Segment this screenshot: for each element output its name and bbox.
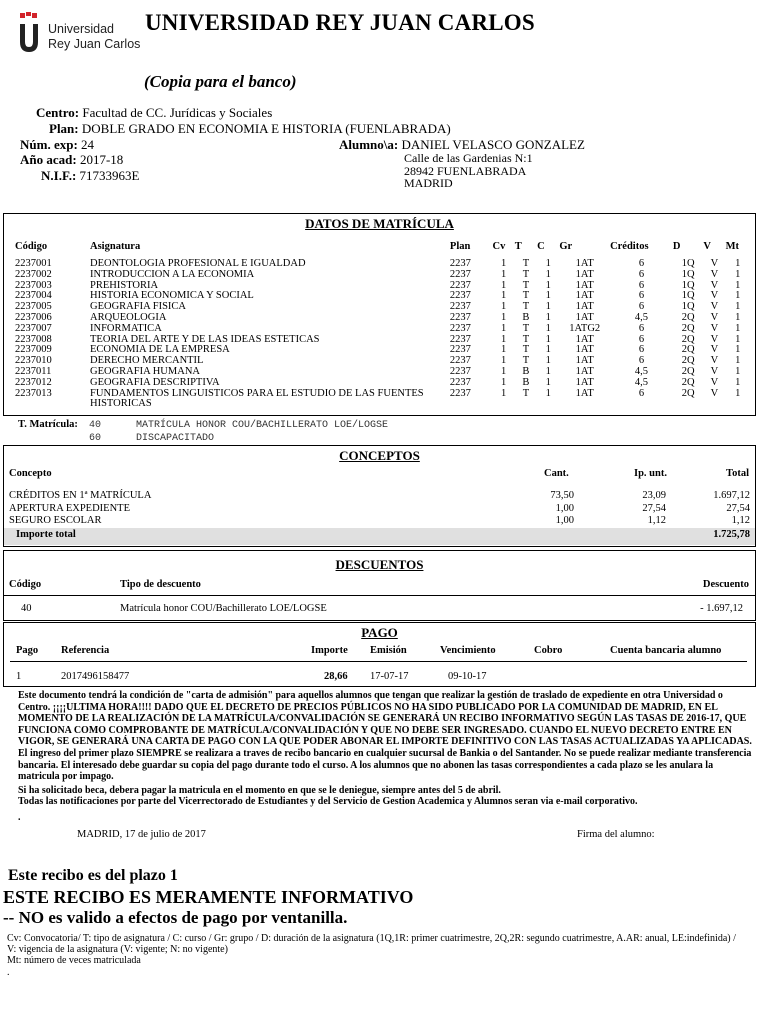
logo-line1: Universidad [48, 22, 115, 36]
anio-row [20, 152, 123, 167]
total-value: 1,12 [731, 515, 750, 526]
subject-grupo: 1AT [575, 365, 594, 377]
col-cv: Cv [492, 240, 506, 252]
total-value: 27,54 [726, 502, 750, 514]
subject-vigencia: V [710, 311, 719, 323]
col-c: C [537, 240, 545, 252]
subject-tipo: T [522, 387, 530, 399]
col-asignatura: Asignatura [90, 240, 141, 252]
plazo-text: Este recibo es del plazo 1 [8, 867, 178, 884]
subject-asignatura: FUNDAMENTOS LINGUISTICOS PARA EL ESTUDIO DE LAS FUENTES HISTORICAS [90, 387, 424, 410]
subject-duracion: 2Q [681, 311, 695, 323]
pago-emision: 17-07-17 [370, 671, 409, 682]
subject-codigo: 2237007 [15, 322, 52, 334]
informativo-text: ESTE RECIBO ES MERAMENTE INFORMATIVO [3, 887, 414, 907]
subject-grupo: 1ATG2 [569, 322, 601, 334]
pago-divider [10, 661, 747, 662]
matricula-header-row [15, 237, 750, 255]
subject-grupo: 1AT [575, 279, 594, 291]
desc-code: 40 [21, 603, 32, 614]
subject-curso: 1 [545, 311, 551, 323]
cant-value: 1,00 [555, 502, 574, 514]
concepto-item: CRÉDITOS EN 1ª MATRÍCULA [9, 490, 152, 501]
subject-vigencia: V [710, 290, 719, 302]
subject-veces: 1 [735, 344, 741, 356]
subject-duracion: 2Q [681, 344, 695, 356]
alumno-label: Alumno\a: [339, 137, 399, 152]
subject-vigencia: V [710, 365, 719, 377]
subject-vigencia: V [710, 355, 719, 367]
subject-row [15, 378, 750, 389]
pago-header-referencia: Referencia [61, 645, 110, 656]
legend-line2: Mt: número de veces matriculada [7, 955, 141, 967]
concepto-cant [524, 490, 574, 528]
pago-section [3, 622, 756, 687]
tmatricula-list [89, 419, 388, 445]
importe-total-value: 1.725,78 [713, 529, 750, 540]
subject-duracion: 1Q [681, 258, 695, 269]
admission-note: Este documento tendrá la condición de "carta de admisión" para aquellos alumnos que tengan que realizar la gestión de traslado de expediente en otra Universidad o Centro. ¡¡¡¡ULTIMA HORA!!!! DADO QUE EL DECRETO DE PRECIOS PÚBLICOS NO HA SIDO PUBLICADO POR LA COMUNIDAD DE MADRID, EN EL MOMENTO DE LA REALIZACIÓN DE LA MATRÍCULA/CONVALIDACIÓN SE GENERARÁ UN RECIBO INFORMATIVO SEGÚN LAS TASAS DE 2016-17, QUE FUNCIONA COMO COMPROBANTE DE MATRÍCULA/CONVALIDACIÓN Y QUE NO DEBE SER INGRESADO. CUANDO EL NUEVO DECRETO ENTRE EN VIGOR, SE GENERARÁ UNA CARTA DE PAGO CON LA QUE PODER ABONAR EL IMPORTE DEFINITIVO CON LAS TASAS ACTUALIZADAS YA APLICADAS. El ingreso del primer plazo SIEMPRE se realizara a traves de recibo bancario en cualquier sucursal de Bankia o del Santander. No se puede realizar mediante transferencia bancaria. El interesado debe guardar su copia del pago durante todo el curso. A los alumnos que no abonen las tasas correspondientes a cada plazo se les anulara la matricula por impago. [18, 690, 752, 783]
plan-label: Plan: [49, 121, 79, 136]
centro-label: Centro: [36, 105, 80, 120]
col-creditos: Créditos [610, 240, 649, 252]
subject-cv: 1 [501, 322, 507, 334]
subject-cv: 1 [501, 333, 507, 345]
col-codigo: Código [15, 240, 48, 252]
subject-cv: 1 [501, 344, 507, 356]
subject-veces: 1 [735, 290, 741, 302]
centro-value: Facultad de CC. Jurídicas y Sociales [82, 105, 273, 120]
subject-duracion: 1Q [681, 290, 695, 302]
subject-cv: 1 [501, 355, 507, 367]
subject-codigo: 2237008 [15, 333, 52, 345]
subject-grupo: 1AT [575, 258, 594, 269]
desc-tipo: Matrícula honor COU/Bachillerato LOE/LOGSE [120, 603, 327, 614]
subject-codigo: 2237006 [15, 311, 52, 323]
concepto-names [9, 490, 151, 528]
nif-row [41, 168, 139, 183]
place-date: MADRID, 17 de julio de 2017 [77, 829, 206, 840]
importe-total-label: Importe total [16, 529, 76, 540]
centro-row [36, 105, 272, 120]
pago-header-emision: Emisión [370, 645, 407, 656]
address-line3: MADRID [404, 176, 453, 190]
subject-plan: 2237 [449, 387, 471, 399]
copy-label: (Copia para el banco) [144, 72, 297, 91]
subject-codigo: 2237002 [15, 268, 52, 280]
subject-creditos: 6 [638, 279, 645, 291]
tmatricula-desc: DISCAPACITADO [136, 433, 215, 444]
legend-line1: Cv: Convocatoria/ T: tipo de asignatura / C: curso / Gr: grupo / D: duración de la asignatura (1Q,1R: primer cuatrimestre, 2Q,2R: segundo cuatrimestre, A.AR: anual, LE:indefinida) / V: vigencia de la asignatura (V: vigente; N: no vigente) [7, 933, 736, 956]
legend [7, 933, 747, 978]
subject-duracion: 2Q [681, 376, 695, 388]
subject-veces: 1 [735, 376, 741, 388]
tmatricula-item [89, 432, 388, 445]
subject-grupo: 1AT [575, 355, 594, 367]
subject-asignatura: TEORIA DEL ARTE Y DE LAS IDEAS ESTETICAS [90, 333, 320, 345]
subject-creditos: 6 [638, 387, 645, 399]
subject-codigo: 2237004 [15, 290, 52, 302]
subject-duracion: 2Q [681, 322, 695, 334]
tmatricula-desc: MATRÍCULA HONOR COU/BACHILLERATO LOE/LOGSE [136, 420, 389, 431]
subject-asignatura: GEOGRAFIA DESCRIPTIVA [90, 376, 220, 388]
subject-duracion: 2Q [681, 365, 695, 377]
address-line1: Calle de las Gardenias N:1 [404, 151, 533, 165]
page-title: UNIVERSIDAD REY JUAN CARLOS [145, 10, 535, 35]
subject-row [15, 270, 750, 281]
matricula-rows [15, 259, 750, 410]
subject-asignatura: ECONOMIA DE LA EMPRESA [90, 344, 230, 356]
pago-header-importe: Importe [311, 645, 348, 656]
subject-curso: 1 [545, 322, 551, 334]
subject-vigencia: V [710, 258, 719, 269]
subject-veces: 1 [735, 258, 741, 269]
subject-cv: 1 [501, 258, 507, 269]
tmatricula-code: 60 [89, 433, 102, 444]
subject-veces: 1 [735, 387, 741, 399]
subject-veces: 1 [735, 301, 741, 313]
col-gr: Gr [559, 240, 573, 252]
subject-curso: 1 [545, 301, 551, 313]
concepto-header: Concepto [9, 468, 52, 479]
tmatricula-code: 40 [89, 420, 102, 431]
subject-tipo: T [522, 355, 530, 367]
subject-vigencia: V [710, 279, 719, 291]
subject-curso: 1 [545, 279, 551, 291]
subject-plan: 2237 [449, 258, 471, 269]
descuentos-title: DESCUENTOS [335, 557, 424, 572]
subject-creditos: 4,5 [634, 311, 649, 323]
nif-label: N.I.F.: [41, 168, 77, 183]
concepto-total [680, 490, 750, 528]
subject-creditos: 6 [638, 344, 645, 356]
subject-curso: 1 [545, 344, 551, 356]
subject-veces: 1 [735, 355, 741, 367]
nif-value: 71733963E [79, 168, 140, 183]
matricula-section [3, 213, 756, 416]
address-block [404, 152, 533, 190]
ipunt-value: 23,09 [642, 490, 666, 501]
subject-codigo: 2237005 [15, 301, 52, 313]
col-d: D [672, 240, 681, 252]
concepto-item: SEGURO ESCOLAR [9, 515, 102, 526]
notifications-note: Todas las notificaciones por parte del Vicerrectorado de Estudiantes y del Servicio de Gestion Academica y Alumnos seran via e-mail corporativo. [18, 796, 638, 807]
desc-tipo-header: Tipo de descuento [120, 579, 201, 590]
novalido-text: -- NO es valido a efectos de pago por ventanilla. [3, 908, 348, 927]
subject-asignatura: GEOGRAFIA HUMANA [90, 365, 200, 377]
subject-vigencia: V [710, 333, 719, 345]
plan-value: DOBLE GRADO EN ECONOMIA E HISTORIA (FUENLABRADA) [81, 121, 451, 136]
subject-vigencia: V [710, 376, 719, 388]
subject-tipo: T [522, 322, 530, 334]
alumno-value: DANIEL VELASCO GONZALEZ [401, 137, 585, 152]
col-v: V [703, 240, 711, 252]
subject-tipo: T [522, 258, 530, 269]
desc-divider [4, 595, 755, 596]
subject-curso: 1 [545, 355, 551, 367]
concepto-ipunt [614, 490, 666, 528]
subject-veces: 1 [735, 268, 741, 280]
col-mt: Mt [725, 240, 740, 252]
subject-tipo: T [522, 279, 530, 291]
subject-creditos: 4,5 [634, 365, 649, 377]
subject-codigo: 2237013 [15, 387, 52, 399]
anio-label: Año acad: [20, 152, 77, 167]
subject-cv: 1 [501, 311, 507, 323]
subject-plan: 2237 [449, 344, 471, 356]
pago-referencia: 2017496158477 [61, 671, 130, 682]
plan-row [49, 121, 451, 136]
matricula-table [15, 237, 750, 410]
subject-cv: 1 [501, 376, 507, 388]
subject-plan: 2237 [449, 333, 471, 345]
pago-header-pago: Pago [16, 645, 39, 656]
subject-duracion: 1Q [681, 279, 695, 291]
subject-grupo: 1AT [575, 311, 594, 323]
total-value: 1.697,12 [713, 490, 750, 501]
subject-plan: 2237 [449, 268, 471, 280]
subject-curso: 1 [545, 258, 551, 269]
subject-asignatura: INFORMATICA [90, 322, 162, 334]
anio-value: 2017-18 [79, 152, 124, 167]
subject-creditos: 6 [638, 333, 645, 345]
subject-vigencia: V [710, 268, 719, 280]
subject-veces: 1 [735, 365, 741, 377]
subject-vigencia: V [710, 344, 719, 356]
subject-codigo: 2237012 [15, 376, 52, 388]
university-logo [18, 10, 148, 54]
pago-header-vencimiento: Vencimiento [440, 645, 496, 656]
subject-duracion: 1Q [681, 301, 695, 313]
tmatricula-item [89, 419, 388, 432]
urjc-logo-icon [18, 12, 40, 52]
cant-header: Cant. [544, 468, 569, 479]
subject-plan: 2237 [449, 301, 471, 313]
subject-row [15, 324, 750, 335]
tmatricula-label: T. Matrícula: [18, 419, 78, 430]
subject-veces: 1 [735, 279, 741, 291]
col-plan: Plan [449, 240, 471, 252]
total-header: Total [726, 468, 749, 479]
subject-duracion: 2Q [681, 355, 695, 367]
subject-grupo: 1AT [575, 387, 594, 399]
subject-grupo: 1AT [575, 376, 594, 388]
subject-plan: 2237 [449, 365, 471, 377]
subject-grupo: 1AT [575, 268, 594, 280]
subject-plan: 2237 [449, 290, 471, 302]
subject-cv: 1 [501, 279, 507, 291]
address-line2: 28942 FUENLABRADA [404, 163, 527, 178]
subject-plan: 2237 [449, 355, 471, 367]
notes-dot: . [18, 812, 21, 823]
pago-number: 1 [16, 671, 22, 682]
num-exp-value: 24 [81, 137, 95, 152]
subject-veces: 1 [735, 333, 741, 345]
subject-creditos: 6 [638, 258, 645, 269]
subject-tipo: B [522, 376, 530, 388]
concepto-item: APERTURA EXPEDIENTE [9, 502, 130, 514]
subject-cv: 1 [501, 387, 507, 399]
subject-cv: 1 [501, 301, 507, 313]
subject-asignatura: INTRODUCCION A LA ECONOMIA [90, 268, 255, 280]
subject-codigo: 2237009 [15, 344, 52, 356]
subject-curso: 1 [545, 268, 551, 280]
subject-plan: 2237 [449, 279, 471, 291]
subject-veces: 1 [735, 311, 741, 323]
subject-grupo: 1AT [575, 344, 594, 356]
subject-row [15, 389, 750, 411]
beca-note: Si ha solicitado beca, debera pagar la matricula en el momento en que se le deniegue, siempre antes del 5 de abril. [18, 785, 501, 796]
subject-vigencia: V [710, 322, 719, 334]
alumno-row [339, 137, 585, 152]
num-exp-label: Núm. exp: [20, 137, 78, 152]
subject-duracion: 2Q [681, 387, 695, 399]
conceptos-title: CONCEPTOS [339, 448, 420, 463]
subject-curso: 1 [545, 387, 551, 399]
subject-plan: 2237 [449, 376, 471, 388]
pago-vencimiento: 09-10-17 [448, 671, 487, 682]
subject-creditos: 4,5 [634, 376, 649, 388]
ipunt-value: 27,54 [642, 502, 666, 514]
subject-creditos: 6 [638, 301, 645, 313]
subject-duracion: 1Q [681, 268, 695, 280]
subject-cv: 1 [501, 365, 507, 377]
subject-tipo: B [522, 365, 530, 377]
pago-importe: 28,66 [324, 671, 348, 682]
subject-codigo: 2237010 [15, 355, 52, 367]
desc-descuento-header: Descuento [702, 579, 749, 590]
subject-creditos: 6 [638, 322, 645, 334]
subject-curso: 1 [545, 376, 551, 388]
subject-tipo: B [522, 311, 530, 323]
subject-tipo: T [522, 301, 530, 313]
subject-creditos: 6 [638, 290, 645, 302]
subject-cv: 1 [501, 268, 507, 280]
num-exp-row [20, 137, 94, 152]
cant-value: 1,00 [555, 515, 574, 526]
subject-tipo: T [522, 333, 530, 345]
pago-header-cobro: Cobro [534, 645, 563, 656]
subject-curso: 1 [545, 365, 551, 377]
subject-asignatura: GEOGRAFIA FISICA [90, 301, 186, 313]
subject-cv: 1 [501, 290, 507, 302]
subject-asignatura: DEONTOLOGIA PROFESIONAL E IGUALDAD [90, 258, 306, 269]
subject-vigencia: V [710, 301, 719, 313]
subject-tipo: T [522, 344, 530, 356]
subject-grupo: 1AT [575, 301, 594, 313]
firma-label: Firma del alumno: [577, 829, 655, 840]
descuentos-section [3, 550, 756, 621]
subject-veces: 1 [735, 322, 741, 334]
desc-amount: - 1.697,12 [700, 603, 743, 614]
subject-duracion: 2Q [681, 333, 695, 345]
subject-grupo: 1AT [575, 290, 594, 302]
legend-line3: . [7, 966, 10, 978]
subject-plan: 2237 [449, 311, 471, 323]
subject-codigo: 2237011 [15, 365, 52, 377]
ipunt-header: Ip. unt. [634, 468, 667, 479]
subject-vigencia: V [710, 387, 719, 399]
cant-value: 73,50 [550, 490, 574, 501]
pago-title: PAGO [361, 625, 398, 640]
conceptos-section [3, 445, 756, 547]
subject-creditos: 6 [638, 355, 645, 367]
importe-total-bar [4, 528, 755, 545]
desc-codigo-header: Código [9, 579, 42, 590]
subject-tipo: T [522, 290, 530, 302]
col-t: T [514, 240, 522, 252]
subject-grupo: 1AT [575, 333, 594, 345]
subject-asignatura: HISTORIA ECONOMICA Y SOCIAL [90, 290, 254, 302]
subject-asignatura: ARQUEOLOGIA [90, 311, 167, 323]
logo-line2: Rey Juan Carlos [48, 37, 141, 51]
subject-asignatura: DERECHO MERCANTIL [90, 355, 204, 367]
ipunt-value: 1,12 [647, 515, 666, 526]
subject-creditos: 6 [638, 268, 645, 280]
subject-asignatura: PREHISTORIA [90, 279, 159, 291]
subject-curso: 1 [545, 333, 551, 345]
subject-codigo: 2237001 [15, 258, 52, 269]
subject-plan: 2237 [449, 322, 471, 334]
subject-codigo: 2237003 [15, 279, 52, 291]
matricula-title: DATOS DE MATRÍCULA [305, 216, 454, 231]
subject-curso: 1 [545, 290, 551, 302]
subject-tipo: T [522, 268, 530, 280]
pago-header-cuenta: Cuenta bancaria alumno [610, 645, 722, 656]
